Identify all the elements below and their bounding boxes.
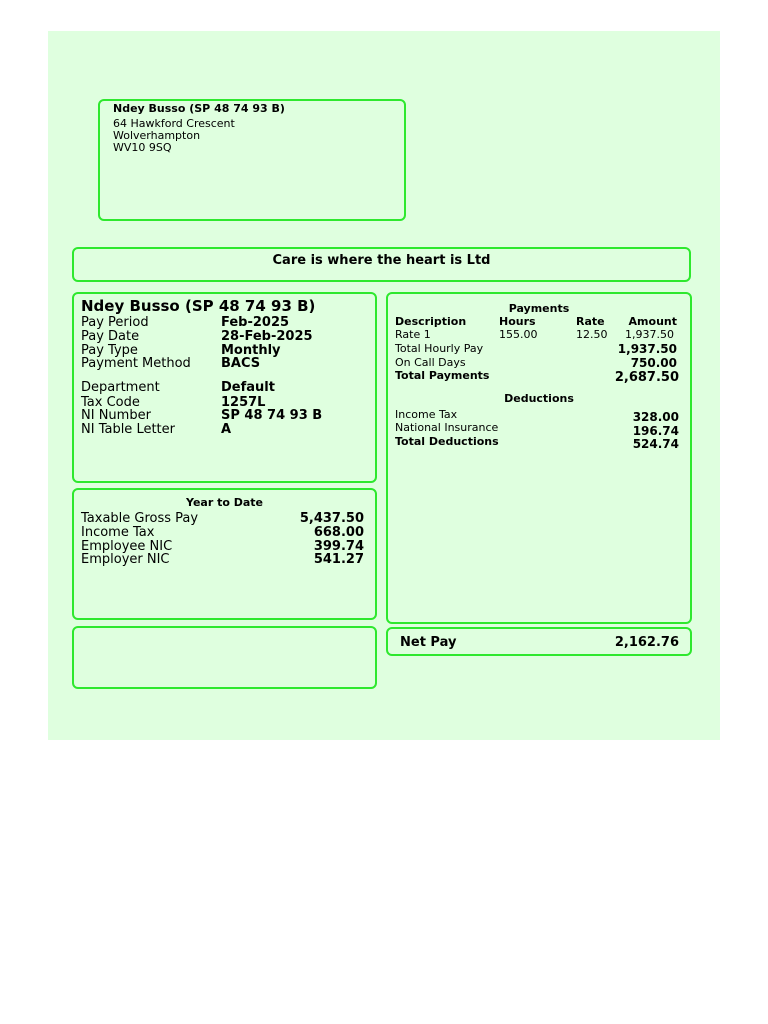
rate-1-description: Rate 1 (395, 328, 431, 341)
pay-period-label: Pay Period (81, 315, 149, 330)
payment-method-value: BACS (221, 356, 261, 371)
payments-header-hours: Hours (499, 315, 536, 328)
year-to-date-box (72, 488, 377, 620)
address-name: Ndey Busso (SP 48 74 93 B) (113, 102, 285, 115)
total-payments-label: Total Payments (395, 369, 490, 382)
ytd-taxable-gross-label: Taxable Gross Pay (81, 511, 199, 526)
company-name: Care is where the heart is Ltd (272, 253, 491, 268)
ni-number-value: SP 48 74 93 B (221, 408, 323, 423)
total-payments-value: 2,687.50 (614, 370, 679, 385)
payments-deductions-box (386, 292, 692, 624)
tax-code-value: 1257L (221, 395, 266, 410)
ytd-income-tax-label: Income Tax (81, 525, 155, 540)
pay-date-value: 28-Feb-2025 (221, 329, 313, 344)
total-deductions-value: 524.74 (632, 437, 679, 451)
ytd-employee-nic-value: 399.74 (313, 539, 364, 554)
payments-title: Payments (508, 302, 570, 315)
deduction-ni-value: 196.74 (632, 424, 679, 438)
deduction-income-tax-label: Income Tax (395, 408, 458, 421)
pay-date-label: Pay Date (81, 329, 140, 344)
ytd-employee-nic-label: Employee NIC (81, 539, 173, 554)
pay-type-value: Monthly (221, 343, 281, 358)
rate-1-hours: 155.00 (499, 328, 538, 341)
address-line-3: WV10 9SQ (113, 141, 172, 154)
deductions-title: Deductions (504, 392, 574, 405)
employee-details-box (72, 292, 377, 483)
payments-header-description: Description (395, 315, 467, 328)
net-pay-box (386, 627, 692, 656)
on-call-days-value: 750.00 (630, 356, 677, 370)
department-value: Default (221, 380, 275, 395)
ytd-income-tax-value: 668.00 (313, 525, 364, 540)
net-pay-label: Net Pay (400, 635, 457, 650)
ytd-employer-nic-label: Employer NIC (81, 552, 170, 567)
rate-1-amount: 1,937.50 (625, 328, 674, 341)
employee-heading: Ndey Busso (SP 48 74 93 B) (81, 297, 316, 315)
payments-header-rate: Rate (576, 315, 605, 328)
address-line-1: 64 Hawkford Crescent (113, 117, 235, 130)
rate-1-rate: 12.50 (576, 328, 608, 341)
net-pay-value: 2,162.76 (614, 635, 679, 650)
tax-code-label: Tax Code (81, 395, 140, 410)
pay-period-value: Feb-2025 (221, 315, 290, 330)
ni-table-letter-label: NI Table Letter (81, 422, 175, 437)
payment-method-label: Payment Method (81, 356, 191, 371)
total-hourly-pay-label: Total Hourly Pay (395, 342, 484, 355)
payments-header-amount: Amount (628, 315, 677, 328)
notes-box (72, 626, 377, 689)
address-line-2: Wolverhampton (113, 129, 201, 142)
total-hourly-pay-value: 1,937.50 (617, 342, 677, 356)
ytd-taxable-gross-value: 5,437.50 (299, 511, 364, 526)
ni-number-label: NI Number (81, 408, 151, 423)
deduction-income-tax-value: 328.00 (632, 410, 679, 424)
on-call-days-label: On Call Days (395, 356, 466, 369)
company-banner (72, 247, 691, 282)
department-label: Department (81, 380, 160, 395)
ytd-employer-nic-value: 541.27 (313, 552, 364, 567)
address-box (98, 99, 406, 221)
ni-table-letter-value: A (221, 422, 232, 437)
ytd-title: Year to Date (185, 496, 263, 509)
total-deductions-label: Total Deductions (395, 435, 499, 448)
pay-type-label: Pay Type (81, 343, 138, 358)
deduction-ni-label: National Insurance (395, 421, 499, 434)
